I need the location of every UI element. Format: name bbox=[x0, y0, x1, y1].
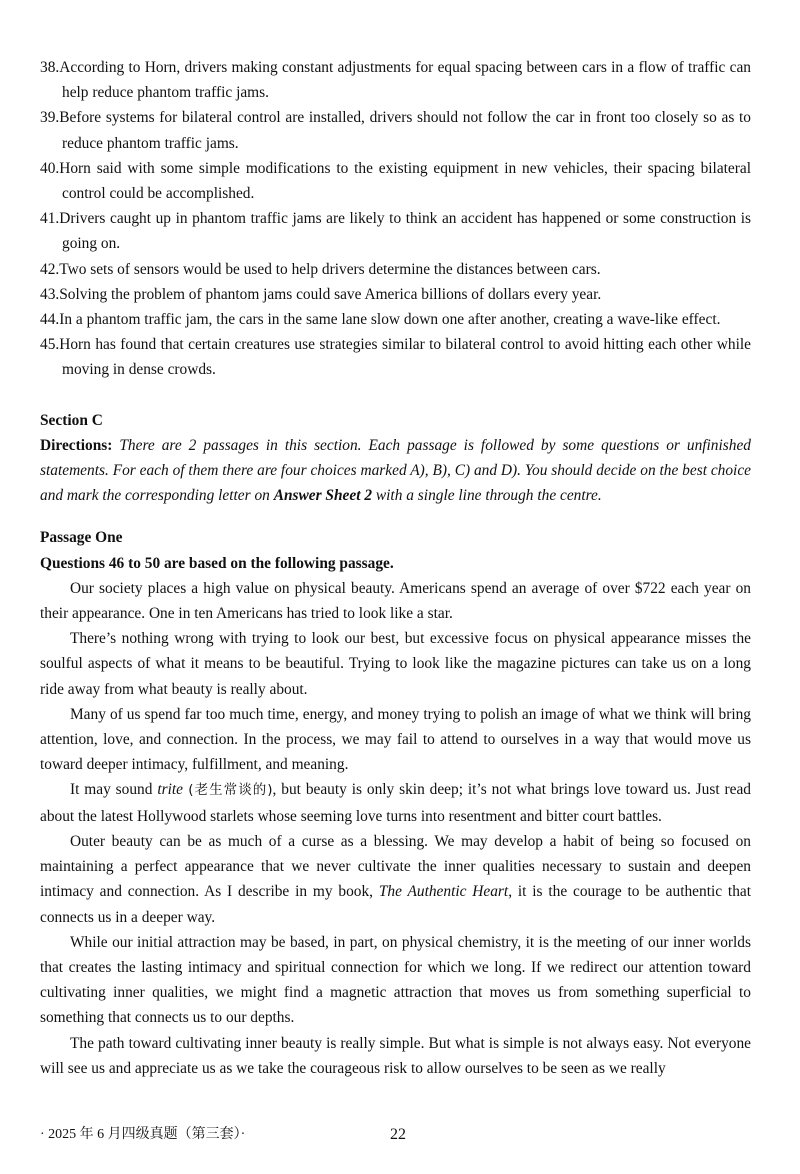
paragraph-text: , it is the courage to be authentic that connects us in a deeper way. bbox=[40, 883, 752, 926]
statement-item bbox=[40, 282, 751, 307]
paragraph-text: , but beauty is only skin deep; it’s not what brings love toward us. Just read about the latest Hollywood starlets whose seeming love turns into resentment and bitter court battles. bbox=[40, 781, 751, 825]
item-number: 38. bbox=[40, 59, 60, 76]
directions-text: There are 2 passages in this section. Each passage is followed by some questions or unfinished statements. For each of them there are four choices marked A), B), C) and D). You should decide on the best choice and mark the corresponding letter on bbox=[40, 436, 751, 505]
book-title: The Authentic Heart bbox=[378, 883, 509, 901]
item-text: According to Horn, drivers making constant adjustments for equal spacing between cars in a flow of traffic can help reduce phantom traffic jams. bbox=[59, 59, 751, 102]
item-number: 41. bbox=[40, 210, 60, 228]
item-number: 40. bbox=[40, 159, 60, 177]
item-text: Two sets of sensors would be used to help drivers determine the distances between cars. bbox=[59, 260, 601, 278]
statement-item bbox=[40, 206, 751, 256]
glossed-word: trite bbox=[157, 781, 183, 799]
paragraph bbox=[40, 829, 751, 930]
document-page bbox=[40, 55, 751, 1081]
directions bbox=[40, 433, 751, 509]
item-number: 39. bbox=[40, 109, 60, 127]
item-number: 45. bbox=[40, 336, 60, 354]
statement-item bbox=[40, 156, 751, 206]
statement-item bbox=[40, 332, 751, 382]
statement-item bbox=[40, 55, 751, 105]
directions-text: with a single line through the centre. bbox=[372, 487, 602, 505]
paragraph: The path toward cultivating inner beauty is really simple. But what is simple is not always easy. Not everyone will see us and appreciate us as we take the courageous risk to allow ourselves to be seen as we really bbox=[40, 1034, 751, 1077]
directions-label: Directions: bbox=[40, 436, 113, 454]
paragraph: Our society places a high value on physical beauty. Americans spend an average of over $722 each year on their appearance. One in ten Americans has tried to look like a star. bbox=[40, 579, 751, 623]
statement-item bbox=[40, 105, 751, 155]
paragraph-text: It may sound bbox=[70, 781, 158, 799]
item-text: Drivers caught up in phantom traffic jams are likely to think an accident has happened or some construction is going on. bbox=[59, 210, 751, 253]
paragraph bbox=[40, 777, 751, 828]
paragraph: There’s nothing wrong with trying to look our best, but excessive focus on physical appearance misses the soulful aspects of what it means to be beautiful. Trying to look like the magazine pictures can take us on a long ride away from what beauty is really about. bbox=[40, 630, 751, 698]
item-text: Horn has found that certain creatures use strategies similar to bilateral control to avoid hitting each other while moving in dense crowds. bbox=[59, 336, 751, 379]
statement-list bbox=[40, 55, 751, 383]
page-number: 22 bbox=[390, 1126, 406, 1143]
item-number: 43. bbox=[40, 285, 60, 303]
item-text: Horn said with some simple modifications to the existing equipment in new vehicles, their spacing bilateral control could be accomplished. bbox=[59, 159, 751, 203]
item-text: Solving the problem of phantom jams could save America billions of dollars every year. bbox=[59, 285, 602, 303]
item-text: In a phantom traffic jam, the cars in the same lane slow down one after another, creating a wave-like effect. bbox=[59, 311, 721, 329]
paragraph-text: Outer beauty can be as much of a curse as a blessing. We may develop a habit of being so focused on maintaining a perfect appearance that we never cultivate the inner qualities necessary to sustain and deepen intimacy and connection. As I describe in my book, bbox=[40, 832, 751, 901]
passage-questions-note: Questions 46 to 50 are based on the following passage. bbox=[40, 554, 394, 572]
statement-item bbox=[40, 307, 751, 332]
item-number: 44. bbox=[40, 311, 60, 329]
item-number: 42. bbox=[40, 260, 60, 278]
footer-source: · 2025 年 6 月四级真题（第三套）· bbox=[40, 1127, 246, 1142]
section-title: Section C bbox=[40, 411, 103, 429]
gloss: (老生常谈的) bbox=[182, 782, 273, 799]
paragraph: Many of us spend far too much time, energy, and money trying to polish an image of what we think will bring attention, love, and connection. In the process, we may fail to attend to ourselves in a way that would move us toward deeper intimacy, fulfillment, and meaning. bbox=[40, 705, 751, 774]
item-text: Before systems for bilateral control are installed, drivers should not follow the car in front too closely so as to reduce phantom traffic jams. bbox=[59, 109, 751, 152]
answer-sheet-label: Answer Sheet 2 bbox=[273, 487, 373, 505]
statement-item bbox=[40, 257, 751, 282]
passage-title: Passage One bbox=[40, 529, 123, 547]
paragraph: While our initial attraction may be based, in part, on physical chemistry, it is the meeting of our inner worlds that creates the lasting intimacy and spiritual connection for which we long. If we redirect our attention toward cultivating inner qualities, we might find a magnetic attraction that moves us from something superficial to something that connects us to our depths. bbox=[40, 933, 751, 1027]
